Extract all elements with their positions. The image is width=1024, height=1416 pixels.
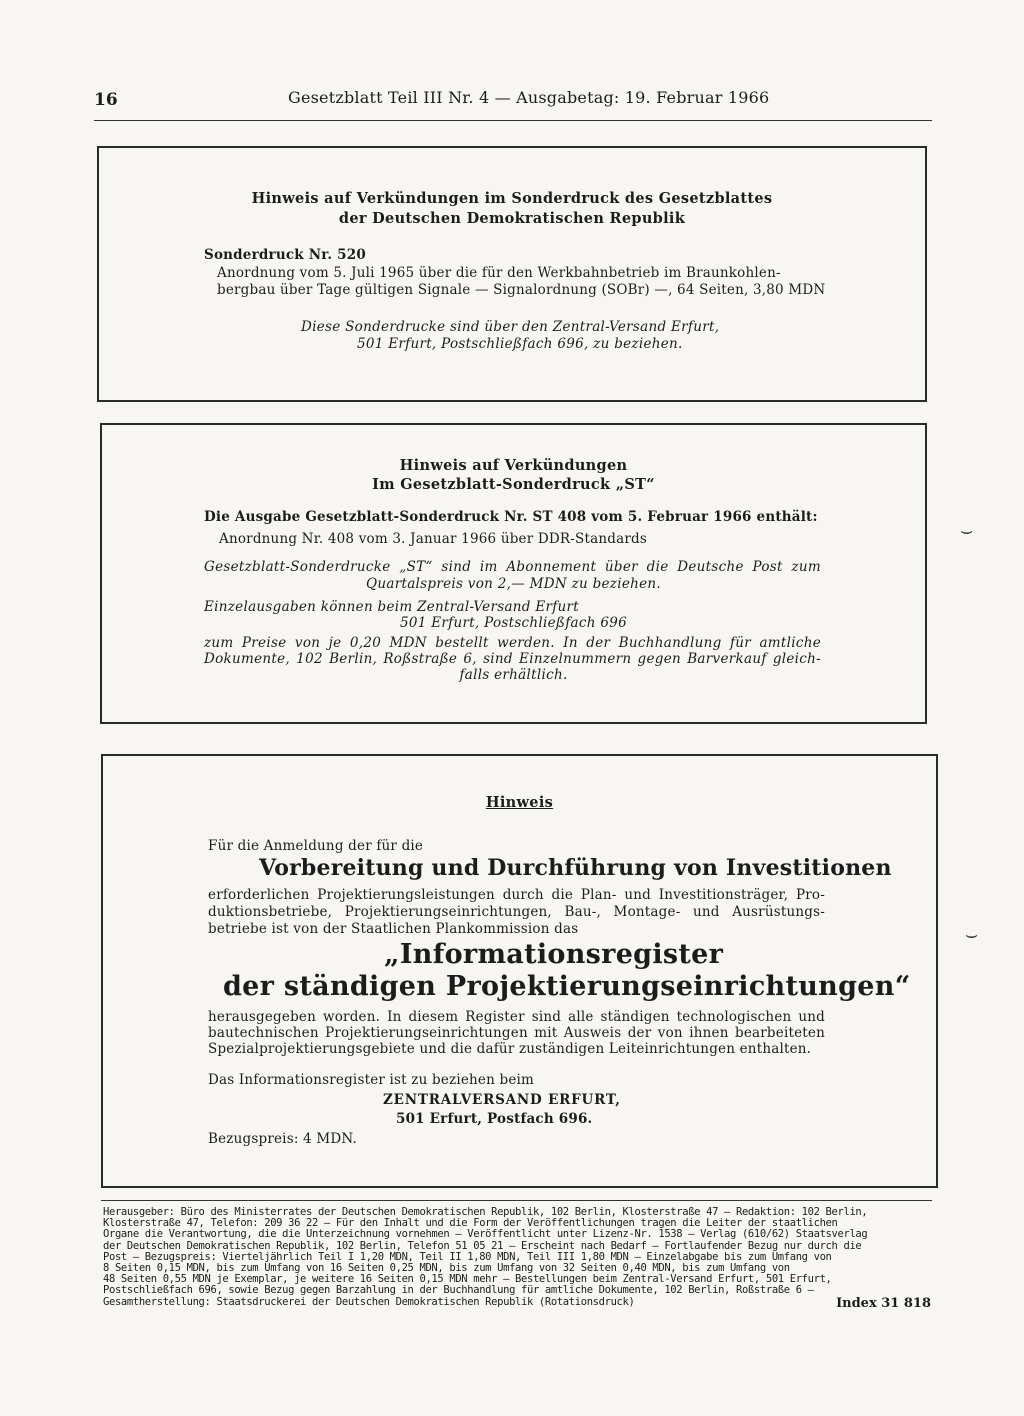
notice1-heading-line2: der Deutschen Demokratischen Republik xyxy=(338,210,686,227)
imprint-line: Post — Bezugspreis: Vierteljährlich Teil I 1,20 MDN, Teil II 1,80 MDN, Teil III 1,80 MDN — Einzelabgabe bis zum Umfang von xyxy=(103,1251,832,1263)
notice2-subheading: Die Ausgabe Gesetzblatt-Sonderdruck Nr. ST 408 vom 5. Februar 1966 enthält: xyxy=(204,509,818,525)
imprint-divider xyxy=(101,1200,932,1201)
page-number: 16 xyxy=(94,90,118,110)
notice1-subheading: Sonderdruck Nr. 520 xyxy=(204,247,366,263)
imprint-line: der Deutschen Demokratischen Republik, 102 Berlin, Telefon 51 05 21 — Erscheint nach Bedarf — Fortlaufender Bezug nur durch die xyxy=(103,1240,862,1252)
imprint-line: 48 Seiten 0,55 MDN je Exemplar, je weitere 16 Seiten 0,15 MDN mehr — Bestellungen beim Zentral-Versand Erfurt, 501 Erfurt, xyxy=(103,1274,832,1286)
notice3-intro: Für die Anmeldung der für die xyxy=(208,838,424,854)
notice3-price: Bezugspreis: 4 MDN. xyxy=(208,1131,358,1147)
notice2-italic1-line2: Quartalspreis von 2,— MDN zu beziehen. xyxy=(366,576,661,592)
notice2-italic2-line1: Einzelausgaben können beim Zentral-Versand Erfurt xyxy=(204,599,580,615)
notice2-italic1-line1: Gesetzblatt-Sonderdrucke „ST“ sind im Abonnement über die Deutsche Post zum xyxy=(204,559,821,575)
notice2-italic2-line2: 501 Erfurt, Postschließfach 696 xyxy=(399,615,628,631)
imprint xyxy=(103,1207,931,1308)
notice3-big-title: Vorbereitung und Durchführung von Investitionen xyxy=(259,855,892,881)
notice2-italic3-line1: zum Preise von je 0,20 MDN bestellt werden. In der Buchhandlung für amtliche xyxy=(204,635,821,651)
notice3-availability: Das Informationsregister ist zu beziehen beim xyxy=(208,1072,535,1088)
imprint-line: Klosterstraße 47, Telefon: 209 36 22 — Für den Inhalt und die Form der Veröffentlichungen tragen die Leiter der staatlichen xyxy=(103,1218,838,1230)
imprint-line: 8 Seiten 0,15 MDN, bis zum Umfang von 16 Seiten 0,25 MDN, bis zum Umfang von 32 Seiten 0,40 MDN, bis zum Umfang von xyxy=(103,1263,790,1275)
notice1-text-line1: Anordnung vom 5. Juli 1965 über die für den Werkbahnbetrieb im Braunkohlen- xyxy=(217,265,781,281)
notice3-register-line2: der ständigen Projektierungseinrichtungen“ xyxy=(223,971,911,1002)
notice3-para1-line3: betriebe ist von der Staatlichen Plankommission das xyxy=(208,921,579,937)
notice3-para2-line2: bautechnischen Projektierungseinrichtungen mit Ausweis der von ihnen bearbeiteten xyxy=(208,1025,825,1041)
notice-sonderdruck-520 xyxy=(97,146,927,402)
imprint-line: Gesamtherstellung: Staatsdruckerei der Deutschen Demokratischen Republik (Rotationsdruck) xyxy=(103,1296,635,1308)
notice1-heading-line1: Hinweis auf Verkündungen im Sonderdruck des Gesetzblattes xyxy=(251,190,773,207)
imprint-line: Herausgeber: Büro des Ministerrates der Deutschen Demokratischen Republik, 102 Berlin, Klosterstraße 47 — Redaktion: 102 Berlin, xyxy=(103,1207,868,1218)
header-title: Gesetzblatt Teil III Nr. 4 — Ausgabetag: 19. Februar 1966 xyxy=(288,88,770,107)
notice2-italic3-line2: Dokumente, 102 Berlin, Roßstraße 6, sind Einzelnummern gegen Barverkauf gleich- xyxy=(204,651,821,667)
notice3-para1-line2: duktionsbetriebe, Projektierungseinrichtungen, Bau-, Montage- und Ausrüstungs- xyxy=(208,904,825,920)
page-header xyxy=(94,86,932,121)
margin-mark: ⌣ xyxy=(960,518,974,542)
notice2-heading-line1: Hinweis auf Verkündungen xyxy=(399,457,628,474)
notice3-address-line2: 501 Erfurt, Postfach 696. xyxy=(396,1111,593,1127)
notice2-heading-line2: Im Gesetzblatt-Sonderdruck „ST“ xyxy=(372,476,655,493)
notice2-italic3-line3: falls erhältlich. xyxy=(459,667,568,683)
notice3-address-line1: ZENTRALVERSAND ERFURT, xyxy=(383,1092,621,1108)
notice1-italic-line2: 501 Erfurt, Postschließfach 696, zu beziehen. xyxy=(357,336,683,352)
notice3-para2-line1: herausgegeben worden. In diesem Register sind alle ständigen technologischen und xyxy=(208,1009,825,1025)
notice1-italic-line1: Diese Sonderdrucke sind über den Zentral-Versand Erfurt, xyxy=(301,319,720,335)
notice1-text-line2: bergbau über Tage gültigen Signale — Signalordnung (SOBr) —, 64 Seiten, 3,80 MDN xyxy=(217,282,826,298)
notice-sonderdruck-st xyxy=(100,423,927,724)
margin-mark: ⌣ xyxy=(965,922,979,946)
index-number: Index 31 818 xyxy=(836,1296,931,1311)
notice3-para2-line3: Spezialprojektierungsgebiete und die dafür zuständigen Leiteinrichtungen enthalten. xyxy=(208,1041,812,1057)
imprint-line: Organe die Verantwortung, die die Unterzeichnung vornehmen — Veröffentlicht unter Lizenz-Nr. 1538 — Verlag (610/62) Staatsverlag xyxy=(103,1229,868,1241)
notice-informationsregister xyxy=(101,754,938,1188)
notice2-text-line1: Anordnung Nr. 408 vom 3. Januar 1966 über DDR-Standards xyxy=(219,531,647,547)
imprint-line: Postschließfach 696, sowie Bezug gegen Barzahlung in der Buchhandlung für amtliche Dokumente, 102 Berlin, Roßstraße 6 — xyxy=(103,1285,814,1297)
notice3-heading: Hinweis xyxy=(485,794,554,811)
notice3-para1-line1: erforderlichen Projektierungsleistungen durch die Plan- und Investitionsträger, Pro- xyxy=(208,887,825,903)
notice3-register-line1: „Informationsregister xyxy=(384,939,724,970)
